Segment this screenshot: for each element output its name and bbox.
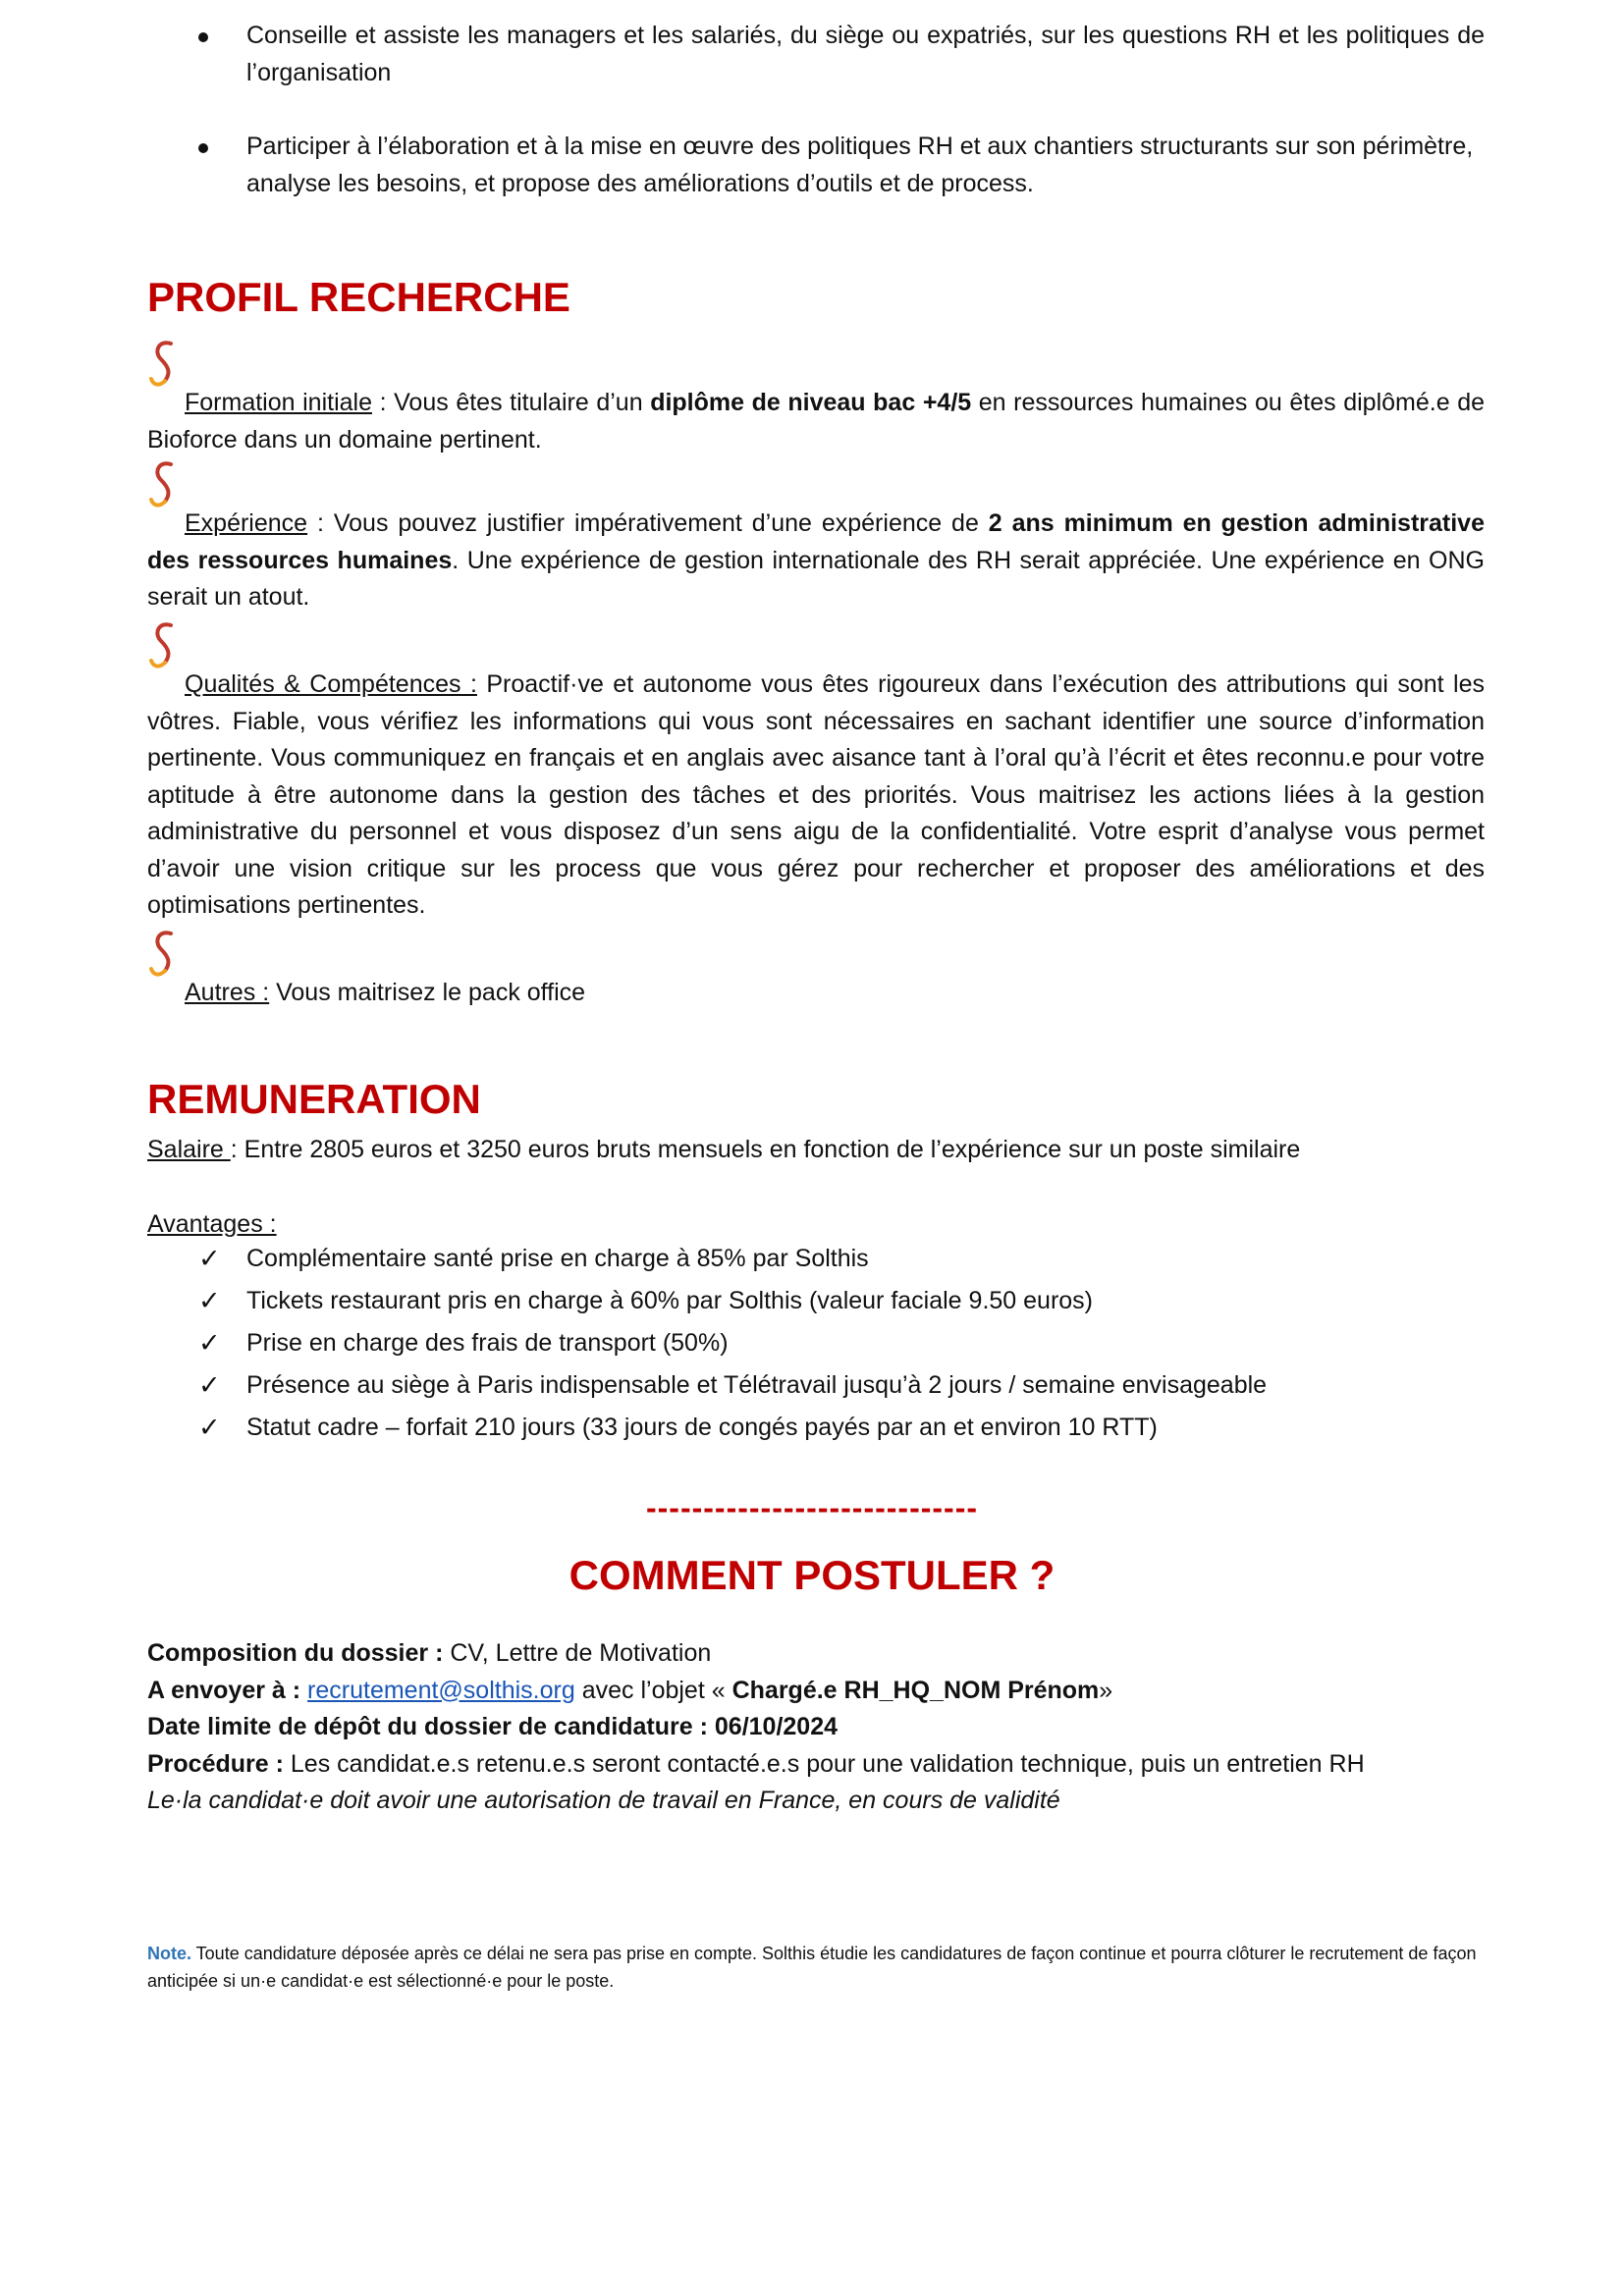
avantage-text: Complémentaire santé prise en charge à 85% par Solthis <box>246 1245 869 1272</box>
list-item <box>147 1238 1485 1280</box>
envoyer-line <box>147 1673 1485 1710</box>
checkmark-icon: ✓ <box>198 1244 221 1273</box>
procedure-line <box>147 1746 1485 1784</box>
bullet-text: Conseille et assiste les managers et les salariés, du siège ou expatriés, sur les questions RH et les politiques de l’organisation <box>246 22 1485 86</box>
formation-bold: diplôme de niveau bac +4/5 <box>650 389 972 416</box>
qualites-text: Proactif·ve et autonome vous êtes rigoureux dans l’exécution des attributions qui sont les vôtres. Fiable, vous vérifiez les informations qui vous sont nécessaires en sachant identifier une source d’information pertinente. Vous communiquez en français et en anglais avec aisance tant à l’oral qu’à l’écrit et êtes reconnu.e pour votre aptitude à être autonome dans la gestion des tâches et des priorités. Vous maitrisez les actions liées à la gestion administrative du personnel et vous disposez d’un sens aigu de la confidentialité. Votre esprit d’analyse vous permet d’avoir une vision critique sur les process que vous gérez pour rechercher et proposer des améliorations et des optimisations pertinentes. <box>147 670 1485 919</box>
composition-text: CV, Lettre de Motivation <box>443 1639 712 1667</box>
avantages-label: Avantages : <box>147 1210 277 1238</box>
bullet-dot-icon <box>198 32 208 42</box>
note-label: Note. <box>147 1944 191 1963</box>
experience-sep: : <box>307 509 334 537</box>
email-link[interactable]: recrutement@solthis.org <box>307 1676 575 1704</box>
checkmark-icon: ✓ <box>198 1413 221 1442</box>
qualites-label: Qualités & Compétences : <box>185 670 477 698</box>
list-item <box>147 1322 1485 1364</box>
dashed-separator: ----------------------------- <box>645 1490 979 1525</box>
procedure-text: Les candidat.e.s retenu.e.s seront contacté.e.s pour une validation technique, puis un entretien RH <box>283 1749 1365 1778</box>
composition-label: Composition du dossier : <box>147 1639 444 1667</box>
avantage-text: Statut cadre – forfait 210 jours (33 jours de congés payés par an et environ 10 RTT) <box>246 1414 1158 1441</box>
list-item <box>147 1407 1485 1449</box>
avantage-text: Tickets restaurant pris en charge à 60% par Solthis (valeur faciale 9.50 euros) <box>246 1287 1093 1314</box>
profile-item-experience <box>147 506 1485 616</box>
formation-sep: : <box>372 389 395 416</box>
autorisation-line <box>147 1783 1485 1820</box>
experience-text-2: . Une expérience de gestion internationale des RH serait appréciée. Une expérience en ONG serait un atout. <box>147 546 1486 611</box>
solthis-logo-icon <box>147 458 181 513</box>
autres-text: Vous maitrisez le pack office <box>269 979 586 1006</box>
composition-line <box>147 1635 1485 1673</box>
checkmark-icon: ✓ <box>198 1370 221 1400</box>
formation-text-1: Vous êtes titulaire d’un <box>394 389 651 416</box>
section-heading-postuler: COMMENT POSTULER ? <box>568 1552 1056 1598</box>
checkmark-icon: ✓ <box>198 1328 221 1358</box>
avantage-text: Prise en charge des frais de transport (50%) <box>246 1329 729 1357</box>
solthis-logo-icon <box>147 928 181 983</box>
note-text: Toute candidature déposée après ce délai ne sera pas prise en compte. Solthis étudie les candidatures de façon continue et pourra clôturer le recrutement de façon anticipée si un·e candidat·e est sélectionné·e pour le poste. <box>147 1944 1477 1991</box>
bullet-dot-icon <box>198 143 208 153</box>
avantage-text: Présence au siège à Paris indispensable et Télétravail jusqu’à 2 jours / semaine envisageable <box>246 1371 1268 1399</box>
list-item <box>147 1280 1485 1322</box>
solthis-logo-icon <box>147 338 181 393</box>
objet-text-1: avec l’objet « <box>574 1676 732 1704</box>
salaire-line <box>147 1132 1485 1169</box>
formation-text-2: en ressources humaines ou êtes diplômé.e de Bioforce dans un domaine pertinent. <box>147 389 1486 454</box>
salaire-text: : Entre 2805 euros et 3250 euros bruts mensuels en fonction de l’expérience sur un poste similaire <box>230 1136 1301 1163</box>
experience-label: Expérience <box>185 509 308 537</box>
envoyer-label: A envoyer à : <box>147 1676 301 1704</box>
profile-item-formation <box>147 385 1485 458</box>
bullet-text: Participer à l’élaboration et à la mise en œuvre des politiques RH et aux chantiers structurants sur son périmètre, analyse les besoins, et propose des améliorations d’outils et de process. <box>246 133 1474 197</box>
date-limite-text: Date limite de dépôt du dossier de candidature : 06/10/2024 <box>147 1713 839 1740</box>
formation-label: Formation initiale <box>185 389 372 416</box>
footnote <box>147 1940 1485 1995</box>
avantages-list <box>147 1238 1485 1449</box>
profile-item-qualites <box>147 667 1485 925</box>
date-limite-line <box>147 1709 1485 1746</box>
autres-label: Autres : <box>185 979 270 1006</box>
experience-text-1: Vous pouvez justifier impérativement d’une expérience de <box>333 509 989 537</box>
objet-text-2: » <box>1099 1676 1113 1704</box>
list-item <box>147 18 1485 91</box>
experience-bold: 2 ans minimum en gestion administrative des ressources humaines <box>147 509 1485 574</box>
section-heading-profil: PROFIL RECHERCHE <box>147 274 570 320</box>
objet-bold: Chargé.e RH_HQ_NOM Prénom <box>731 1676 1100 1704</box>
profile-item-autres <box>147 975 1485 1012</box>
salaire-label: Salaire <box>147 1136 231 1163</box>
autorisation-text: Le·la candidat·e doit avoir une autorisation de travail en France, en cours de validité <box>147 1787 1060 1814</box>
checkmark-icon: ✓ <box>198 1286 221 1315</box>
solthis-logo-icon <box>147 619 181 674</box>
procedure-label: Procédure : <box>147 1749 284 1778</box>
section-heading-remuneration: REMUNERATION <box>147 1076 481 1122</box>
list-item <box>147 1364 1485 1407</box>
application-details <box>147 1635 1485 1820</box>
list-item <box>147 129 1485 202</box>
intro-bullet-list <box>147 18 1485 240</box>
